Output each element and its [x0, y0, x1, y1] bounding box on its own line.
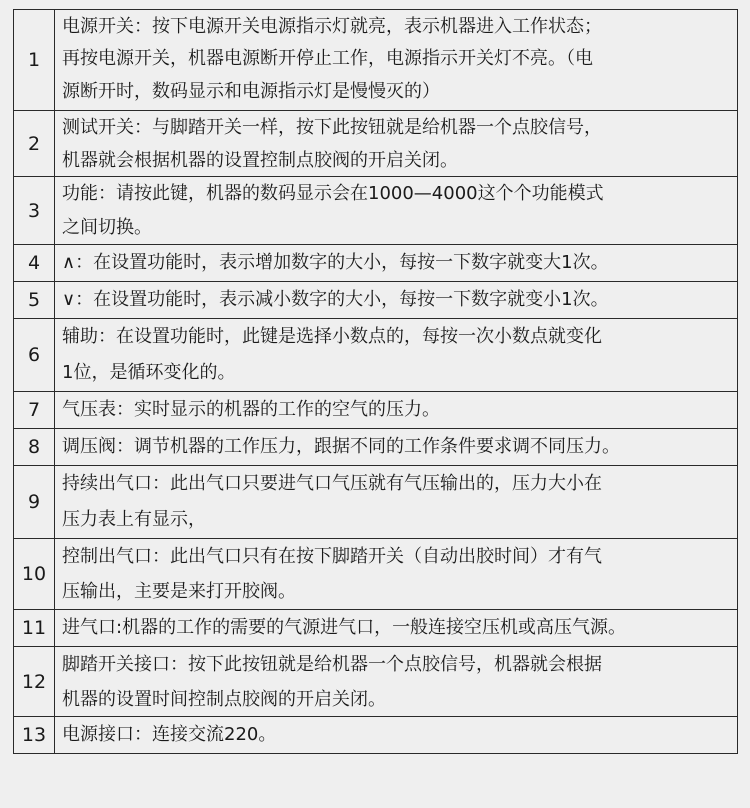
table-row [14, 610, 738, 647]
row-text-line: 调压阀：调节机器的工作压力，跟据不同的工作条件要求调不同压力。 [55, 429, 738, 466]
row-text-line: ∨：在设置功能时，表示减小数字的大小，每按一下数字就变小1次。 [55, 282, 738, 319]
row-number: 2 [14, 111, 55, 177]
row-number: 9 [14, 466, 55, 539]
row-number: 3 [14, 177, 55, 245]
row-number: 4 [14, 245, 55, 282]
instruction-table [13, 9, 738, 754]
table-row [14, 10, 738, 44]
row-number: 1 [14, 10, 55, 111]
row-text-line: 机器就会根据机器的设置控制点胶阀的开启关闭。 [55, 145, 738, 177]
row-text-line: 控制出气口：此出气口只有在按下脚踏开关（自动出胶时间）才有气 [55, 539, 738, 576]
row-text-line: 机器的设置时间控制点胶阀的开启关闭。 [55, 683, 738, 717]
row-text-line: 脚踏开关接口：按下此按钮就是给机器一个点胶信号，机器就会根据 [55, 647, 738, 684]
row-text-line: 再按电源开关，机器电源断开停止工作，电源指示开关灯不亮。（电 [55, 43, 738, 74]
row-text-line: 持续出气口：此出气口只要进气口气压就有气压输出的，压力大小在 [55, 466, 738, 503]
row-number: 12 [14, 647, 55, 717]
table-row [14, 177, 738, 212]
row-number: 8 [14, 429, 55, 466]
table-row [14, 111, 738, 146]
row-number: 6 [14, 319, 55, 392]
instruction-table-wrapper [13, 9, 737, 754]
row-text-line: 进气口:机器的工作的需要的气源进气口，一般连接空压机或高压气源。 [55, 610, 738, 647]
table-row [14, 282, 738, 319]
row-text-line: 电源开关：按下电源开关电源指示灯就亮，表示机器进入工作状态； [55, 10, 738, 44]
row-number: 5 [14, 282, 55, 319]
row-text-line: 压力表上有显示， [55, 502, 738, 539]
row-text-line: 功能：请按此键，机器的数码显示会在1000—4000这个个功能模式 [55, 177, 738, 212]
row-text-line: ∧：在设置功能时，表示增加数字的大小，每按一下数字就变大1次。 [55, 245, 738, 282]
row-text-line: 之间切换。 [55, 211, 738, 245]
row-number: 10 [14, 539, 55, 610]
row-text-line: 源断开时，数码显示和电源指示灯是慢慢灭的） [55, 74, 738, 111]
row-number: 11 [14, 610, 55, 647]
row-text-line: 压输出，主要是来打开胶阀。 [55, 575, 738, 610]
row-number: 13 [14, 717, 55, 754]
table-row [14, 245, 738, 282]
row-text-line: 气压表：实时显示的机器的工作的空气的压力。 [55, 392, 738, 429]
table-row [14, 539, 738, 576]
row-text-line: 电源接口：连接交流220。 [55, 717, 738, 754]
table-row [14, 647, 738, 684]
table-row [14, 717, 738, 754]
table-row [14, 466, 738, 503]
table-row [14, 319, 738, 356]
row-text-line: 辅助：在设置功能时，此键是选择小数点的，每按一次小数点就变化 [55, 319, 738, 356]
row-text-line: 测试开关：与脚踏开关一样，按下此按钮就是给机器一个点胶信号， [55, 111, 738, 146]
table-row [14, 392, 738, 429]
row-number: 7 [14, 392, 55, 429]
table-row [14, 429, 738, 466]
row-text-line: 1位，是循环变化的。 [55, 355, 738, 392]
